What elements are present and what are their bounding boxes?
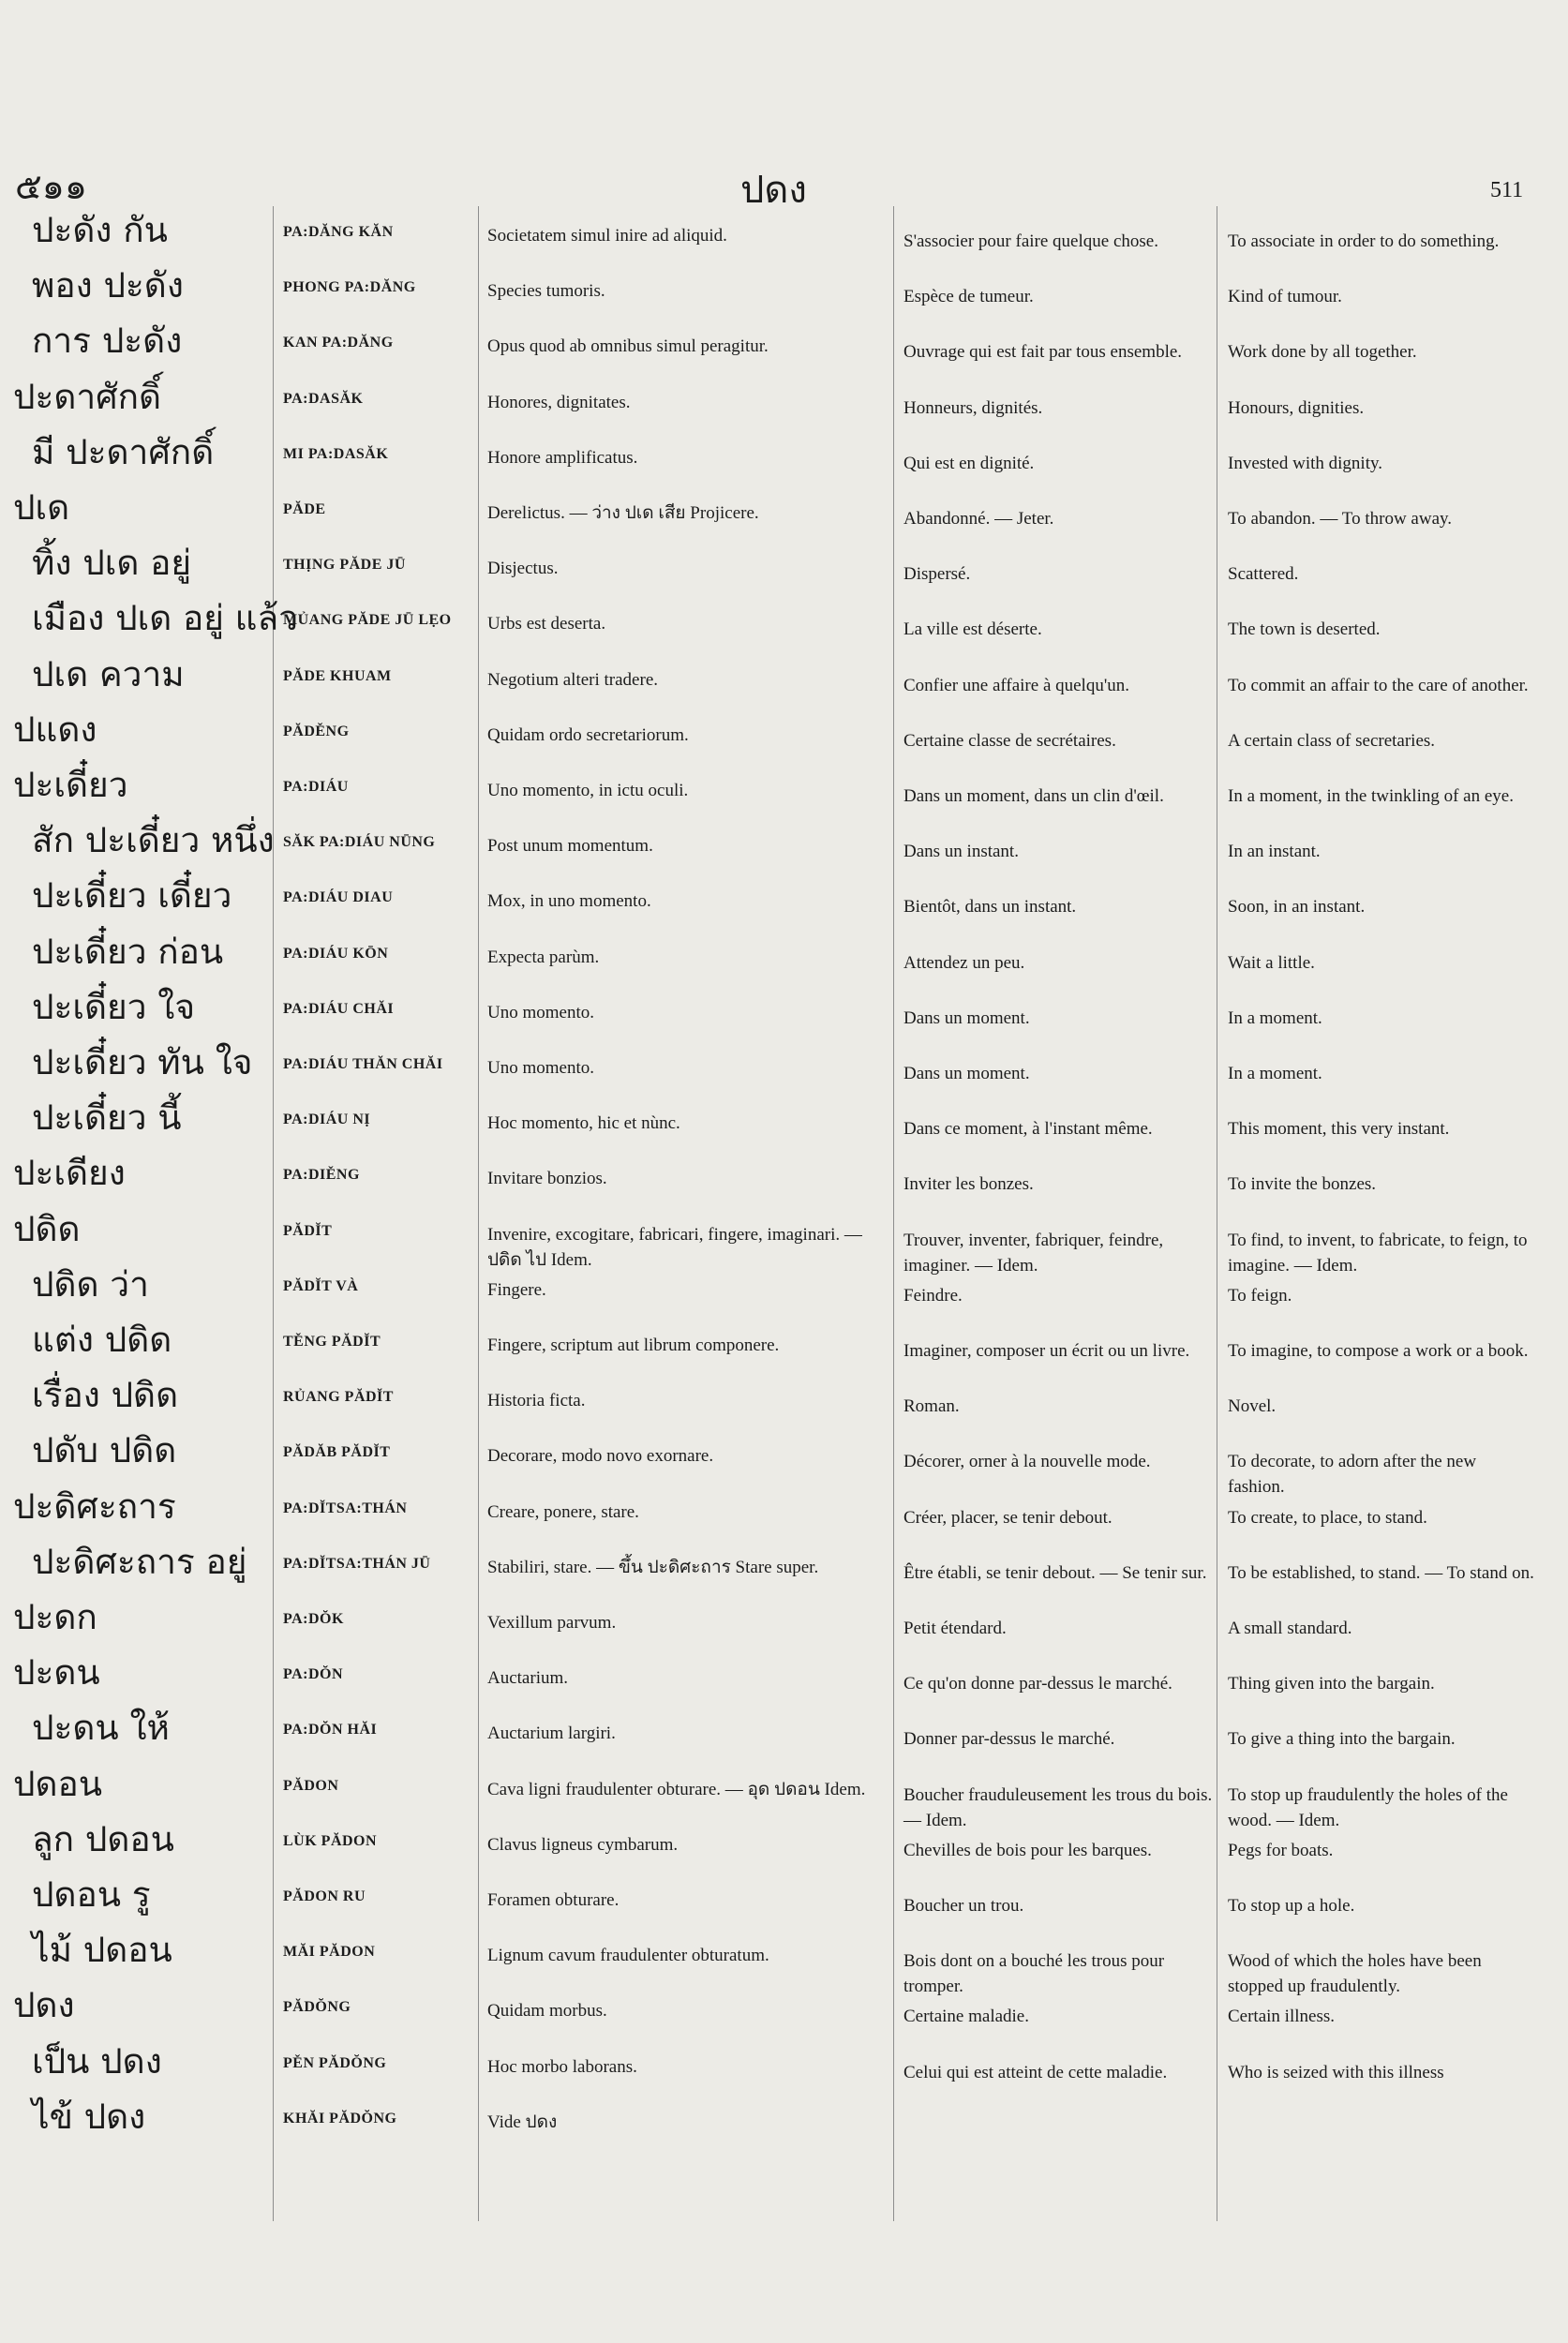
dictionary-entry	[0, 1597, 1568, 1657]
latin-definition: Honore amplificatus.	[487, 447, 638, 468]
french-definition: Boucher un trou.	[903, 1896, 1024, 1916]
english-definition: Scattered.	[1228, 564, 1299, 585]
latin-definition: Auctarium largiri.	[487, 1724, 616, 1744]
transliteration: PĂDĬT	[283, 1222, 333, 1239]
thai-headword: ปดอน รู	[32, 1874, 151, 1915]
thai-headword: ปะดน	[13, 1652, 100, 1694]
dictionary-entry	[0, 1208, 1568, 1276]
dictionary-entry	[0, 321, 1568, 381]
transliteration: PĂDŎNG	[283, 1999, 351, 2016]
transliteration: PA:DIÁU NỊ	[283, 1112, 371, 1128]
dictionary-entry	[0, 1708, 1568, 1768]
latin-definition: Decorare, modo novo exornare.	[487, 1446, 714, 1467]
french-definition: Dans un moment.	[903, 1064, 1030, 1083]
latin-definition: Fingere.	[487, 1279, 546, 1300]
latin-definition: Historia ficta.	[487, 1391, 586, 1411]
dictionary-entry	[0, 1042, 1568, 1102]
dictionary-entry	[0, 210, 1568, 270]
thai-headword: ปะเดี๋ยว	[13, 765, 128, 805]
transliteration: PA:DIÁU	[283, 779, 349, 795]
english-definition: To invite the bonzes.	[1228, 1174, 1377, 1195]
latin-definition: Lignum cavum fraudulenter obturatum.	[487, 1946, 769, 1966]
dictionary-entry	[0, 820, 1568, 880]
english-definition: Invested with dignity.	[1228, 453, 1382, 473]
transliteration: PA:DĂNG KĂN	[283, 224, 394, 240]
thai-headword: ปะเดี๋ยว ทัน ใจ	[32, 1042, 253, 1082]
thai-headword: สัก ปะเดี๋ยว หนึ่ง	[32, 820, 275, 861]
english-definition: To find, to invent, to fabricate, to feign, to imagine. — Idem.	[1228, 1230, 1528, 1276]
english-definition: A small standard.	[1228, 1619, 1352, 1638]
thai-headword: ปดง	[13, 1985, 75, 2026]
latin-definition: Honores, dignitates.	[487, 392, 631, 412]
french-definition: Chevilles de bois pour les barques.	[903, 1840, 1152, 1860]
latin-definition: Vexillum parvum.	[487, 1613, 617, 1633]
transliteration: PĂDĂB PĂDĬT	[283, 1444, 391, 1461]
french-definition: Honneurs, dignités.	[903, 397, 1043, 418]
thai-headword: ปะเดี๋ยว ใจ	[32, 986, 195, 1027]
latin-definition: Negotium alteri tradere.	[487, 669, 659, 690]
latin-definition: Invitare bonzios.	[487, 1169, 607, 1189]
dictionary-entry	[0, 1375, 1568, 1435]
english-definition: Wood of which the holes have been stopped up fraudulently.	[1228, 1951, 1482, 1997]
french-definition: Certaine maladie.	[903, 2007, 1029, 2027]
english-definition: Novel.	[1228, 1396, 1277, 1417]
transliteration: PĂDON RU	[283, 1888, 366, 1904]
french-definition: S'associer pour faire quelque chose.	[903, 231, 1158, 251]
latin-definition: Hoc morbo laborans.	[487, 2056, 637, 2077]
latin-definition: Invenire, excogitare, fabricari, fingere, imaginari. — ปดิด ไป Idem.	[487, 1224, 862, 1270]
latin-definition: Uno momento, in ictu oculi.	[487, 781, 689, 800]
dictionary-entry	[0, 1763, 1568, 1830]
dictionary-entry	[0, 1541, 1568, 1602]
english-definition: To be established, to stand. — To stand on.	[1228, 1562, 1534, 1583]
french-definition: Abandonné. — Jeter.	[903, 509, 1054, 529]
thai-headword: ปดิด	[13, 1208, 81, 1249]
dictionary-entry	[0, 431, 1568, 492]
english-definition: Certain illness.	[1228, 2007, 1335, 2027]
dictionary-entry	[0, 2040, 1568, 2101]
transliteration: PĂDE KHUAM	[283, 667, 392, 684]
dictionary-entry	[0, 598, 1568, 658]
thai-headword: ปะดิศะถาร	[13, 1485, 176, 1527]
thai-headword: เมือง ปเด อยู่ แล้ว	[32, 598, 298, 639]
english-definition: To imagine, to compose a work or a book.	[1228, 1341, 1529, 1361]
page-number-thai: ๕๑๑	[15, 166, 88, 207]
transliteration: LÙK PĂDON	[283, 1832, 378, 1849]
english-definition: The town is deserted.	[1228, 619, 1381, 640]
thai-headword: ปะเดี๋ยว ก่อน	[32, 931, 224, 972]
dictionary-entry	[0, 1652, 1568, 1712]
french-definition: Créer, placer, se tenir debout.	[903, 1507, 1113, 1528]
dictionary-entry	[0, 1874, 1568, 1934]
french-definition: Feindre.	[903, 1285, 963, 1306]
french-definition: Bois dont on a bouché les trous pour tromper.	[903, 1951, 1165, 1997]
latin-definition: Societatem simul inire ad aliquid.	[487, 226, 727, 246]
latin-definition: Clavus ligneus cymbarum.	[487, 1834, 679, 1855]
thai-headword: ปะเดี๋ยว นี้	[32, 1097, 182, 1139]
transliteration: PĂDON	[283, 1777, 339, 1794]
dictionary-entry	[0, 487, 1568, 547]
thai-headword: ปะดัง กัน	[32, 210, 168, 250]
english-definition: A certain class of secretaries.	[1228, 730, 1436, 751]
transliteration: PA:DĬTSA:THÁN	[283, 1500, 408, 1516]
transliteration: PA:DIÁU DIAU	[283, 889, 394, 906]
english-definition: Thing given into the bargain.	[1228, 1674, 1435, 1694]
latin-definition: Auctarium.	[487, 1668, 569, 1689]
latin-definition: Quidam morbus.	[487, 2001, 607, 2022]
english-definition: To stop up fraudulently the holes of the wood. — Idem.	[1228, 1784, 1508, 1830]
french-definition: Inviter les bonzes.	[903, 1174, 1034, 1195]
latin-definition: Uno momento.	[487, 1058, 594, 1078]
dictionary-entry	[0, 2096, 1568, 2156]
thai-headword: ปเด ความ	[32, 653, 185, 694]
dictionary-entry	[0, 1263, 1568, 1324]
english-definition: This moment, this very instant.	[1228, 1119, 1450, 1140]
english-definition: Work done by all together.	[1228, 342, 1417, 363]
thai-headword: ปดอน	[13, 1763, 103, 1804]
latin-definition: Disjectus.	[487, 559, 559, 579]
french-definition: Bientôt, dans un instant.	[903, 897, 1077, 918]
english-definition: To decorate, to adorn after the new fashion.	[1228, 1452, 1477, 1498]
page-header-title: ปดง	[740, 169, 807, 212]
transliteration: PĂDĬT VÀ	[283, 1277, 359, 1294]
thai-headword: ทิ้ง ปเด อยู่	[32, 543, 192, 584]
transliteration: PA:DŎN	[283, 1666, 344, 1683]
dictionary-entry	[0, 265, 1568, 325]
transliteration: PĚN PĂDŎNG	[283, 2054, 387, 2071]
transliteration: PĂDĚNG	[283, 723, 350, 739]
thai-headword: ปะเดียง	[13, 1153, 126, 1194]
latin-definition: Mox, in uno momento.	[487, 891, 651, 912]
thai-headword: พอง ปะดัง	[32, 265, 184, 306]
dictionary-entry	[0, 653, 1568, 714]
english-definition: To abandon. — To throw away.	[1228, 509, 1453, 529]
dictionary-entry	[0, 1930, 1568, 1997]
dictionary-entry	[0, 1818, 1568, 1879]
latin-definition: Cava ligni fraudulenter obturare. — อุด ปดอน Idem.	[487, 1779, 866, 1799]
transliteration: SĂK PA:DIÁU NŪNG	[283, 834, 436, 851]
transliteration: MĂI PĂDON	[283, 1944, 376, 1961]
french-definition: Donner par-dessus le marché.	[903, 1729, 1115, 1750]
french-definition: Dans un instant.	[903, 842, 1019, 862]
transliteration: PA:DIÁU CHĂI	[283, 1000, 395, 1017]
page-number: 511	[1490, 178, 1524, 202]
thai-headword: มี ปะดาศักดิ์	[32, 431, 215, 472]
transliteration: MI PA:DASĂK	[283, 445, 389, 462]
transliteration: KAN PA:DĂNG	[283, 335, 394, 351]
latin-definition: Vide ปดง	[487, 2112, 558, 2132]
transliteration: KHĂI PĂDŎNG	[283, 2110, 397, 2127]
thai-headword: ไม้ ปดอน	[32, 1930, 172, 1971]
transliteration: PHONG PA:DĂNG	[283, 279, 416, 296]
thai-headword: ปดิด ว่า	[32, 1263, 149, 1305]
french-definition: Ce qu'on donne par-dessus le marché.	[903, 1674, 1172, 1694]
thai-headword: ปะดิศะถาร อยู่	[32, 1541, 247, 1582]
thai-headword: ปดับ ปดิด	[32, 1430, 177, 1471]
latin-definition: Hoc momento, hic et nùnc.	[487, 1113, 680, 1134]
french-definition: Être établi, se tenir debout. — Se tenir sur.	[903, 1562, 1207, 1583]
transliteration: PA:DIĚNG	[283, 1167, 360, 1184]
thai-headword: ไข้ ปดง	[32, 2096, 146, 2137]
transliteration: PĂDE	[283, 501, 326, 517]
thai-headword: ปแดง	[13, 709, 97, 750]
thai-headword: เป็น ปดง	[32, 2040, 162, 2082]
dictionary-entry	[0, 931, 1568, 992]
english-definition: Who is seized with this illness	[1228, 2062, 1444, 2082]
transliteration: PA:DIÁU KŌN	[283, 945, 389, 962]
english-definition: To associate in order to do something.	[1228, 231, 1500, 251]
english-definition: Wait a little.	[1228, 952, 1315, 973]
transliteration: MỦANG PĂDE JŪ LẸO	[283, 612, 452, 629]
thai-headword: ลูก ปดอน	[32, 1818, 174, 1859]
thai-headword: ปะเดี๋ยว เดี๋ยว	[32, 875, 232, 917]
thai-headword: ปะดก	[13, 1597, 97, 1637]
french-definition: Décorer, orner à la nouvelle mode.	[903, 1452, 1151, 1472]
french-definition: Certaine classe de secrétaires.	[903, 730, 1116, 751]
english-definition: To feign.	[1228, 1285, 1292, 1306]
french-definition: Roman.	[903, 1396, 960, 1417]
dictionary-entry	[0, 1320, 1568, 1380]
french-definition: Espèce de tumeur.	[903, 287, 1034, 307]
english-definition: In a moment.	[1228, 1007, 1322, 1028]
dictionary-entry	[0, 376, 1568, 437]
latin-definition: Species tumoris.	[487, 281, 605, 302]
transliteration: THỊNG PĂDE JŪ	[283, 557, 406, 574]
dictionary-entry	[0, 709, 1568, 769]
english-definition: Soon, in an instant.	[1228, 897, 1366, 918]
french-definition: Ouvrage qui est fait par tous ensemble.	[903, 342, 1183, 363]
thai-headword: ปเด	[13, 487, 70, 528]
english-definition: Kind of tumour.	[1228, 287, 1342, 307]
transliteration: RỦANG PĂDĬT	[283, 1389, 394, 1406]
dictionary-entry	[0, 1985, 1568, 2045]
french-definition: Confier une affaire à quelqu'un.	[903, 675, 1130, 695]
transliteration: PA:DIÁU THĂN CHĂI	[283, 1056, 443, 1072]
english-definition: To stop up a hole.	[1228, 1896, 1355, 1916]
latin-definition: Post unum momentum.	[487, 836, 653, 857]
french-definition: Qui est en dignité.	[903, 453, 1035, 473]
english-definition: To create, to place, to stand.	[1228, 1507, 1427, 1528]
french-definition: Attendez un peu.	[903, 952, 1025, 973]
english-definition: In a moment.	[1228, 1064, 1322, 1083]
french-definition: Boucher frauduleusement les trous du bois. — Idem.	[903, 1784, 1213, 1830]
french-definition: Trouver, inventer, fabriquer, feindre, imaginer. — Idem.	[903, 1230, 1164, 1276]
latin-definition: Foramen obturare.	[487, 1890, 620, 1910]
french-definition: Dans un moment.	[903, 1007, 1030, 1028]
french-definition: Celui qui est atteint de cette maladie.	[903, 2062, 1168, 2082]
dictionary-entry	[0, 1430, 1568, 1498]
english-definition: To commit an affair to the care of another.	[1228, 675, 1529, 695]
transliteration: PA:DASĂK	[283, 390, 364, 407]
french-definition: Dans ce moment, à l'instant même.	[903, 1119, 1153, 1140]
transliteration: PA:DĬTSA:THÁN JŪ	[283, 1555, 431, 1572]
thai-headword: ปะดน ให้	[32, 1708, 170, 1749]
french-definition: Dans un moment, dans un clin d'œil.	[903, 786, 1164, 806]
english-definition: In an instant.	[1228, 842, 1321, 862]
latin-definition: Fingere, scriptum aut librum componere.	[487, 1336, 780, 1355]
french-definition: La ville est déserte.	[903, 619, 1042, 640]
latin-definition: Derelictus. — ว่าง ปเด เสีย Projicere.	[487, 503, 759, 523]
dictionary-entry	[0, 875, 1568, 935]
thai-headword: ปะดาศักดิ์	[13, 376, 162, 417]
french-definition: Dispersé.	[903, 564, 971, 585]
latin-definition: Quidam ordo secretariorum.	[487, 724, 689, 745]
transliteration: PA:DŎN HĂI	[283, 1722, 378, 1739]
french-definition: Petit étendard.	[903, 1619, 1007, 1638]
french-definition: Imaginer, composer un écrit ou un livre.	[903, 1341, 1190, 1361]
english-definition: To give a thing into the bargain.	[1228, 1729, 1456, 1750]
latin-definition: Expecta parùm.	[487, 947, 600, 967]
latin-definition: Stabiliri, stare. — ขึ้น ปะดิศะถาร Stare super.	[487, 1557, 819, 1577]
latin-definition: Opus quod ab omnibus simul peragitur.	[487, 336, 769, 357]
thai-headword: การ ปะดัง	[32, 321, 183, 362]
latin-definition: Urbs est deserta.	[487, 614, 606, 634]
thai-headword: เรื่อง ปดิด	[32, 1375, 179, 1416]
dictionary-entry	[0, 1097, 1568, 1157]
dictionary-entry	[0, 1153, 1568, 1213]
transliteration: PA:DŎK	[283, 1611, 344, 1627]
english-definition: In a moment, in the twinkling of an eye.	[1228, 786, 1514, 806]
english-definition: Pegs for boats.	[1228, 1840, 1334, 1860]
thai-headword: แต่ง ปดิด	[32, 1320, 172, 1360]
latin-definition: Creare, ponere, stare.	[487, 1501, 639, 1522]
english-definition: Honours, dignities.	[1228, 397, 1365, 418]
latin-definition: Uno momento.	[487, 1002, 594, 1022]
transliteration: TĚNG PĂDĬT	[283, 1334, 381, 1350]
